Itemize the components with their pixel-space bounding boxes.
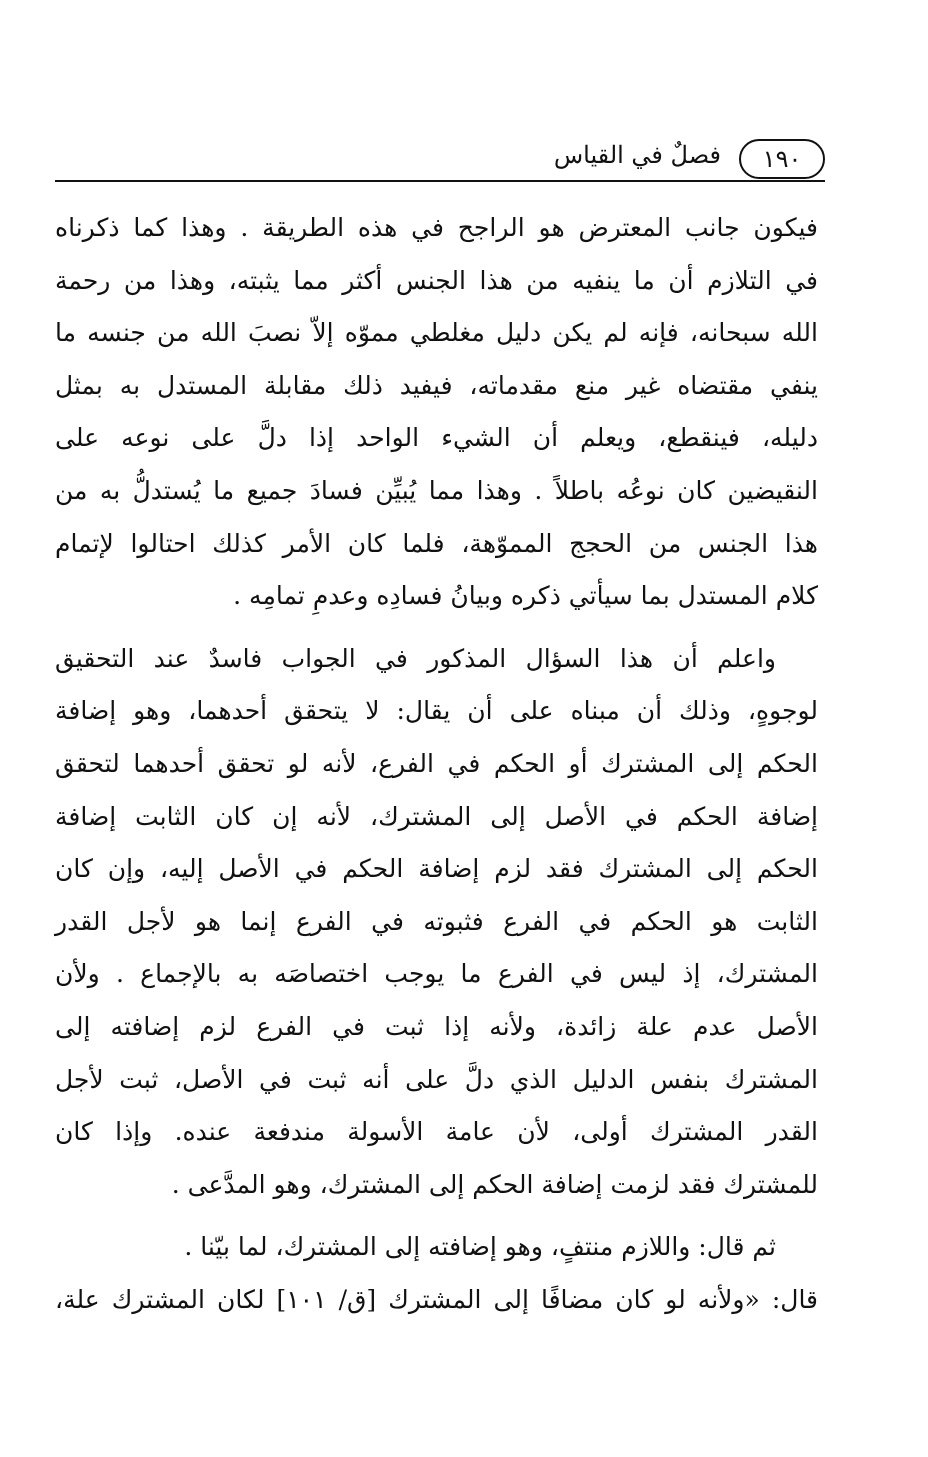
text-line: الحكم إلى المشترك أو الحكم في الفرع، لأنه لو تحقق أحدهما لتحقق xyxy=(55,748,818,778)
text-line: القدر المشترك أولى، لأن عامة الأسولة مندفعة عنده. وإذا كان xyxy=(55,1117,818,1147)
paragraph-2 xyxy=(55,633,818,1212)
text-line: دليله، فينقطع، ويعلم أن الشيء الواحد إذا دلَّ على نوعه على xyxy=(55,423,818,453)
text-line: واعلم أن هذا السؤال المذكور في الجواب فاسدٌ عند التحقيق xyxy=(55,643,776,673)
text-line: فيكون جانب المعترض هو الراجح في هذه الطريقة . وهذا كما ذكرناه xyxy=(55,213,818,242)
text-line: للمشترك فقد لزمت إضافة الحكم إلى المشترك، وهو المدَّعى . xyxy=(171,1169,818,1199)
text-line: الثابت هو الحكم في الفرع فثبوته في الفرع إنما هو لأجل القدر xyxy=(55,906,818,936)
running-title: فصلٌ في القياس xyxy=(553,141,721,169)
paragraph-1 xyxy=(55,202,818,623)
text-line: لوجوهٍ، وذلك أن مبناه على أن يقال: لا يتحقق أحدهما، وهو إضافة xyxy=(55,696,818,726)
text-line: كلام المستدل بما سيأتي ذكره وبيانُ فسادِه وعدمِ تمامِه . xyxy=(233,581,818,611)
text-line: المشترك، إذ ليس في الفرع ما يوجب اختصاصَه به بالإجماع . ولأن xyxy=(55,959,818,989)
text-line: قال: «ولأنه لو كان مضافًا إلى المشترك [ق/ ١٠١] لكان المشترك علة، xyxy=(55,1284,819,1314)
page-header xyxy=(55,135,825,185)
text-line: الأصل عدم علة زائدة، ولأنه إذا ثبت في الفرع لزم إضافته إلى xyxy=(55,1011,818,1041)
text-line: في التلازم أن ما ينفيه من هذا الجنس أكثر مما يثبته، وهذا من رحمة xyxy=(55,265,818,295)
header-rule xyxy=(55,180,825,182)
text-line: النقيضين كان نوعُه باطلاً . وهذا مما يُبيِّن فسادَ جميع ما يُستدلُّ به من xyxy=(55,475,818,505)
text-line: المشترك بنفس الدليل الذي دلَّ على أنه ثبت في الأصل، ثبت لأجل xyxy=(55,1064,818,1094)
paragraph-3 xyxy=(55,1221,818,1326)
text-line: الله سبحانه، فإنه لم يكن دليل مغلطي مموّه إلاّ نصبَ الله من جنسه ما xyxy=(55,318,818,348)
text-line: ثم قال: واللازم منتفٍ، وهو إضافته إلى المشترك، لما بيّنا . xyxy=(184,1232,776,1262)
text-line: الحكم إلى المشترك فقد لزم إضافة الحكم في الأصل إليه، وإن كان xyxy=(55,854,819,884)
text-line: إضافة الحكم في الأصل إلى المشترك، لأنه إن كان الثابت إضافة xyxy=(55,801,818,831)
text-line: هذا الجنس من الحجج المموّهة، فلما كان الأمر كذلك احتالوا لإتمام xyxy=(55,528,818,558)
page-body xyxy=(55,202,818,1326)
text-line: ينفي مقتضاه غير منع مقدماته، فيفيد ذلك مقابلة المستدل به بمثل xyxy=(55,370,818,400)
page-number: ١٩٠ xyxy=(739,139,825,179)
